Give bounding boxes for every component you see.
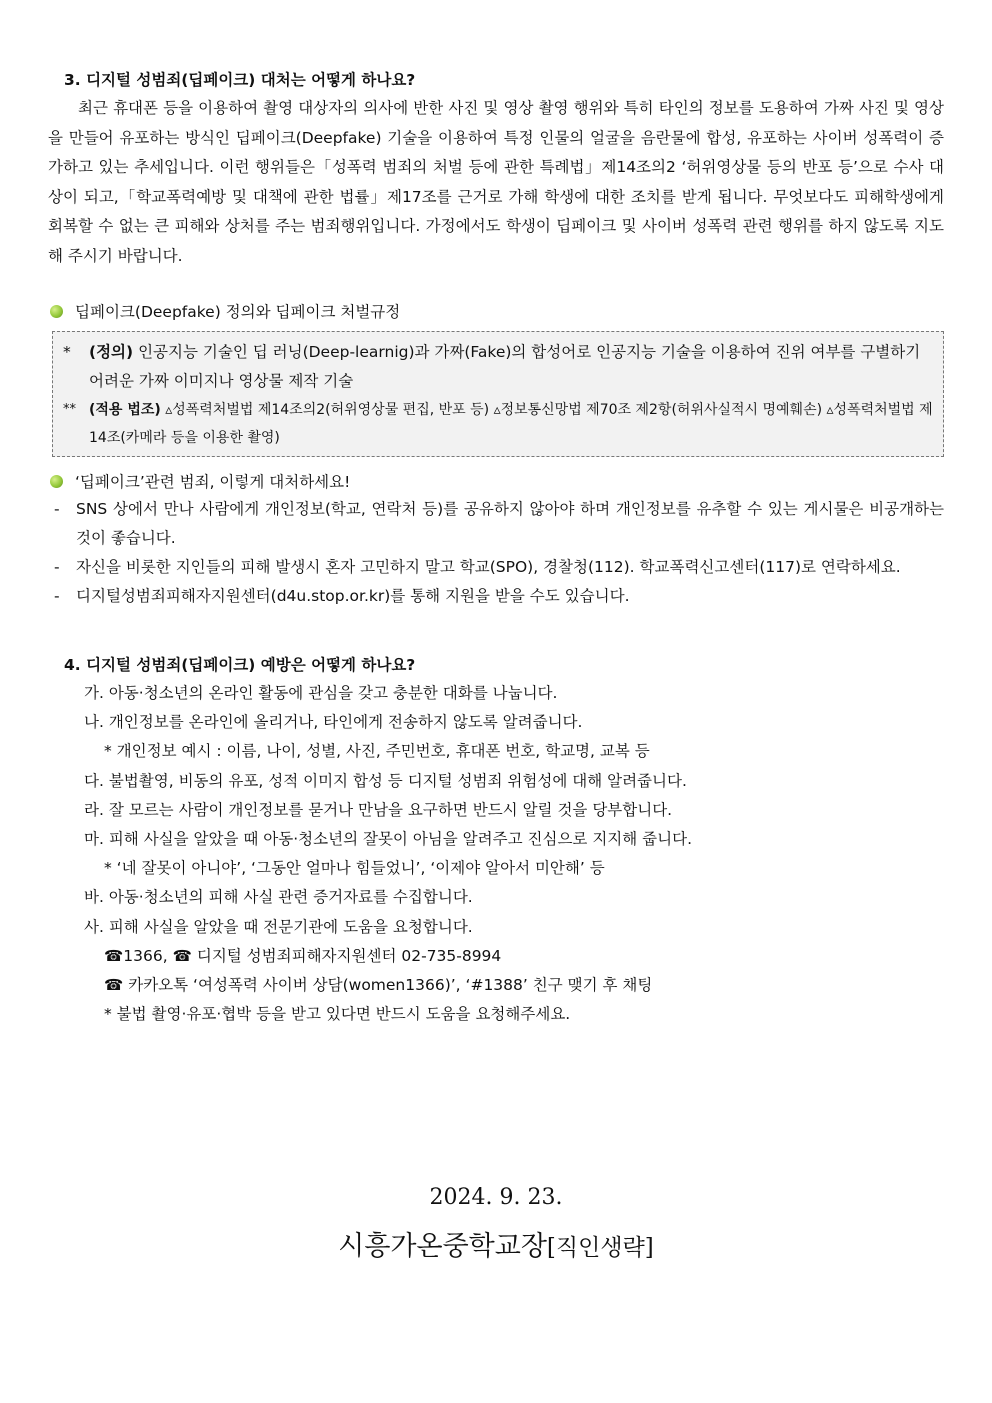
dash-marker: - bbox=[54, 587, 60, 605]
green-dot-icon bbox=[50, 305, 63, 318]
green-dot-icon bbox=[50, 475, 63, 488]
helpline-phone: ☎1366, ☎ 디지털 성범죄피해자지원센터 02-735-8994 bbox=[104, 946, 502, 965]
law-text: ▵성폭력처벌법 제14조의2(허위영상물 편집, 반포 등) ▵정보통신망법 제70조 제2항(허위사실적시 명예훼손) ▵성폭력처벌법 제14조(카메라 등을 이용한 촬영) bbox=[89, 402, 933, 446]
prevention-item-sa: 사. 피해 사실을 알았을 때 전문기관에 도움을 요청합니다. bbox=[84, 917, 473, 936]
respond-heading bbox=[48, 467, 944, 495]
prevention-item-ga: 가. 아동·청소년의 온라인 활동에 관심을 갖고 충분한 대화를 나눕니다. bbox=[84, 684, 558, 702]
law-content bbox=[89, 396, 933, 452]
prevention-item-da: 다. 불법촬영, 비동의 유포, 성적 이미지 합성 등 디지털 성범죄 위험성에 대해 알려줍니다. bbox=[84, 771, 687, 790]
respond-item bbox=[48, 582, 944, 611]
prevention-item-ba: 바. 아동·청소년의 피해 사실 관련 증거자료를 수집합니다. bbox=[84, 888, 473, 907]
definition-box bbox=[52, 331, 944, 457]
section-3-paragraph: 최근 휴대폰 등을 이용하여 촬영 대상자의 의사에 반한 사진 및 영상 촬영 행위와 특히 타인의 정보를 도용하여 가짜 사진 및 영상을 만들어 유포하는 방식인 딥페이크(Deepfake) 기술을 이용하여 특정 인물의 얼굴을 음란물에 합성, 유포하는 사이버 성폭력이 증가하고 있는 추세입니다. 이런 행위들은「성폭력 범죄의 처벌 등에 관한 특례법」제14조의2 ‘허위영상물 등의 반포 등’으로 수사 대상이 되고,「학교폭력예방 및 대책에 관한 법률」제17조를 근거로 가해 학생에 대한 조치를 받게 됩니다. 무엇보다도 피해학생에게 회복할 수 없는 큰 피해와 상처를 주는 범죄행위입니다. 가정에서도 학생이 딥페이크 및 사이버 성폭력 관련 행위를 하지 않도록 지도해 주시기 바랍니다. bbox=[48, 99, 944, 265]
respond-item bbox=[48, 553, 944, 582]
document-body bbox=[48, 66, 944, 1029]
signature-line bbox=[0, 1224, 992, 1263]
section-4 bbox=[48, 651, 944, 1029]
definition-content bbox=[89, 338, 933, 396]
respond-item-text: 자신을 비롯한 지인들의 피해 발생시 혼자 고민하지 말고 학교(SPO), 경찰청(112). 학교폭력신고센터(117)로 연락하세요. bbox=[76, 558, 901, 576]
definition-label: (정의) bbox=[89, 343, 134, 361]
respond-item-text: SNS 상에서 만나 사람에게 개인정보(학교, 연락처 등)를 공유하지 않아야 하며 개인정보를 유추할 수 있는 게시물은 비공개하는 것이 좋습니다. bbox=[76, 500, 944, 547]
helpline-kakao: ☎ 카카오톡 ‘여성폭력 사이버 상담(women1366)’, ‘#1388’ 친구 맺기 후 채팅 bbox=[104, 976, 653, 995]
seal-note: [직인생략] bbox=[546, 1235, 654, 1261]
signer-name: 시흥가온중학교장 bbox=[338, 1231, 547, 1262]
dash-marker: - bbox=[54, 558, 60, 576]
prevention-note-sa: * 불법 촬영·유포·협박 등을 받고 있다면 반드시 도움을 요청해주세요. bbox=[104, 1005, 571, 1024]
definition-heading bbox=[48, 297, 944, 325]
respond-heading-text: ‘딥페이크’관련 범죄, 이렇게 대처하세요! bbox=[75, 473, 351, 491]
prevention-item-na: 나. 개인정보를 온라인에 올리거나, 타인에게 전송하지 않도록 알려줍니다. bbox=[84, 713, 583, 732]
definition-heading-text: 딥페이크(Deepfake) 정의와 딥페이크 처벌규정 bbox=[75, 303, 401, 321]
respond-item bbox=[48, 495, 944, 553]
section-3-title: 3. 디지털 성범죄(딥페이크) 대처는 어떻게 하나요? bbox=[64, 71, 416, 89]
prevention-note-na: * 개인정보 예시 : 이름, 나이, 성별, 사진, 주민번호, 휴대폰 번호, 학교명, 교복 등 bbox=[104, 742, 650, 761]
issue-date: 2024. 9. 23. bbox=[429, 1185, 563, 1210]
definition-text: 인공지능 기술인 딥 러닝(Deep-learnig)과 가짜(Fake)의 합성어로 인공지능 기술을 이용하여 진위 여부를 구별하기 어려운 가짜 이미지나 영상물 제작 기술 bbox=[89, 343, 921, 390]
law-entry bbox=[63, 396, 933, 452]
double-asterisk-marker: ** bbox=[63, 402, 76, 417]
prevention-item-ma: 마. 피해 사실을 알았을 때 아동·청소년의 잘못이 아님을 알려주고 진심으로 지지해 줍니다. bbox=[84, 830, 693, 849]
law-label: (적용 법조) bbox=[89, 402, 161, 418]
asterisk-marker: * bbox=[63, 343, 71, 361]
respond-item-text: 디지털성범죄피해자지원센터(d4u.stop.or.kr)를 통해 지원을 받을 수도 있습니다. bbox=[76, 587, 630, 605]
prevention-note-ma: * ‘네 잘못이 아니야’, ‘그동안 얼마나 힘들었니’, ‘이제야 알아서 미안해’ 등 bbox=[104, 859, 605, 878]
section-4-title: 4. 디지털 성범죄(딥페이크) 예방은 어떻게 하나요? bbox=[64, 656, 416, 674]
prevention-item-ra: 라. 잘 모르는 사람이 개인정보를 묻거나 만남을 요구하면 반드시 알릴 것을 당부합니다. bbox=[84, 800, 673, 819]
definition-entry bbox=[63, 338, 933, 396]
dash-marker: - bbox=[54, 500, 60, 518]
